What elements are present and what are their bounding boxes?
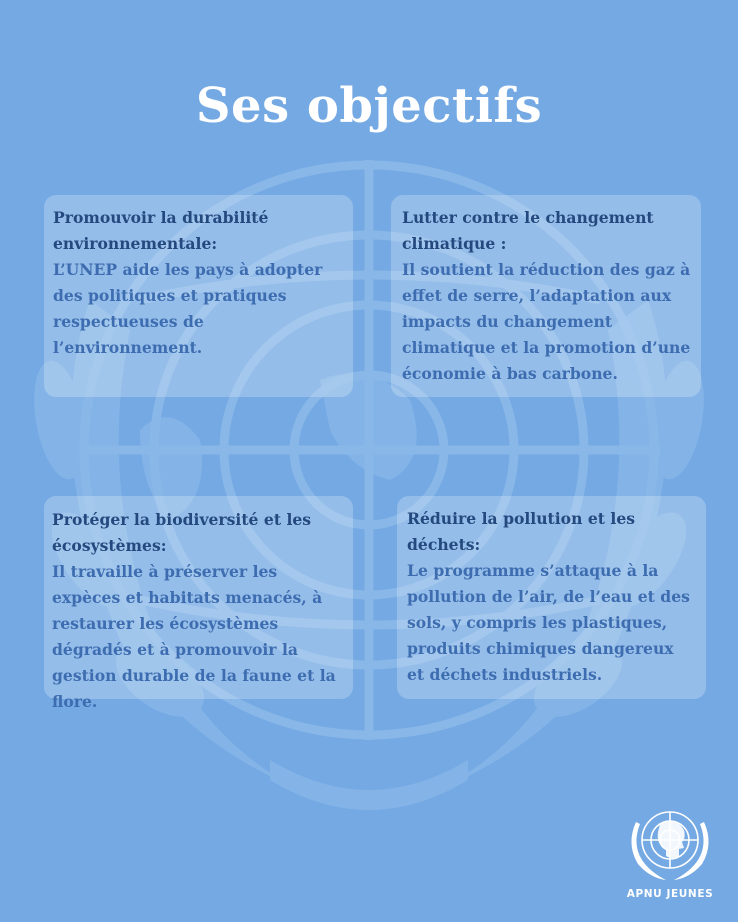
card-body: L’UNEP aide les pays à adopter des politiques et pratiques respectueuses de l’environnement. — [53, 260, 323, 357]
card-body: Le programme s’attaque à la pollution de l’air, de l’eau et des sols, y compris les plastiques, produits chimiques dangereux et déchets industriels. — [407, 561, 690, 684]
card-body: Il travaille à préserver les expèces et habitats menacés, à restaurer les écosystèmes dégradés et à promouvoir la gestion durable de la faune et la flore. — [52, 562, 336, 711]
apnu-jeunes-logo — [622, 800, 718, 905]
objective-card-climate — [391, 195, 701, 397]
card-heading: Protéger la biodiversité et les écosystèmes: — [52, 510, 312, 555]
objective-card-sustainability — [44, 195, 353, 397]
objective-card-biodiversity — [44, 496, 353, 711]
page-title: Ses objectifs — [195, 78, 543, 134]
un-emblem-head-icon — [622, 800, 718, 888]
objective-card-pollution — [397, 496, 706, 699]
card-heading: Promouvoir la durabilité environnementale: — [53, 208, 269, 253]
card-heading: Lutter contre le changement climatique : — [402, 208, 654, 253]
logo-label: APNU JEUNES — [626, 888, 714, 900]
card-heading: Réduire la pollution et les déchets: — [407, 509, 636, 554]
card-body: Il soutient la réduction des gaz à effet de serre, l’adaptation aux impacts du changement climatique et la promotion d’une économie à bas carbone. — [402, 260, 691, 383]
